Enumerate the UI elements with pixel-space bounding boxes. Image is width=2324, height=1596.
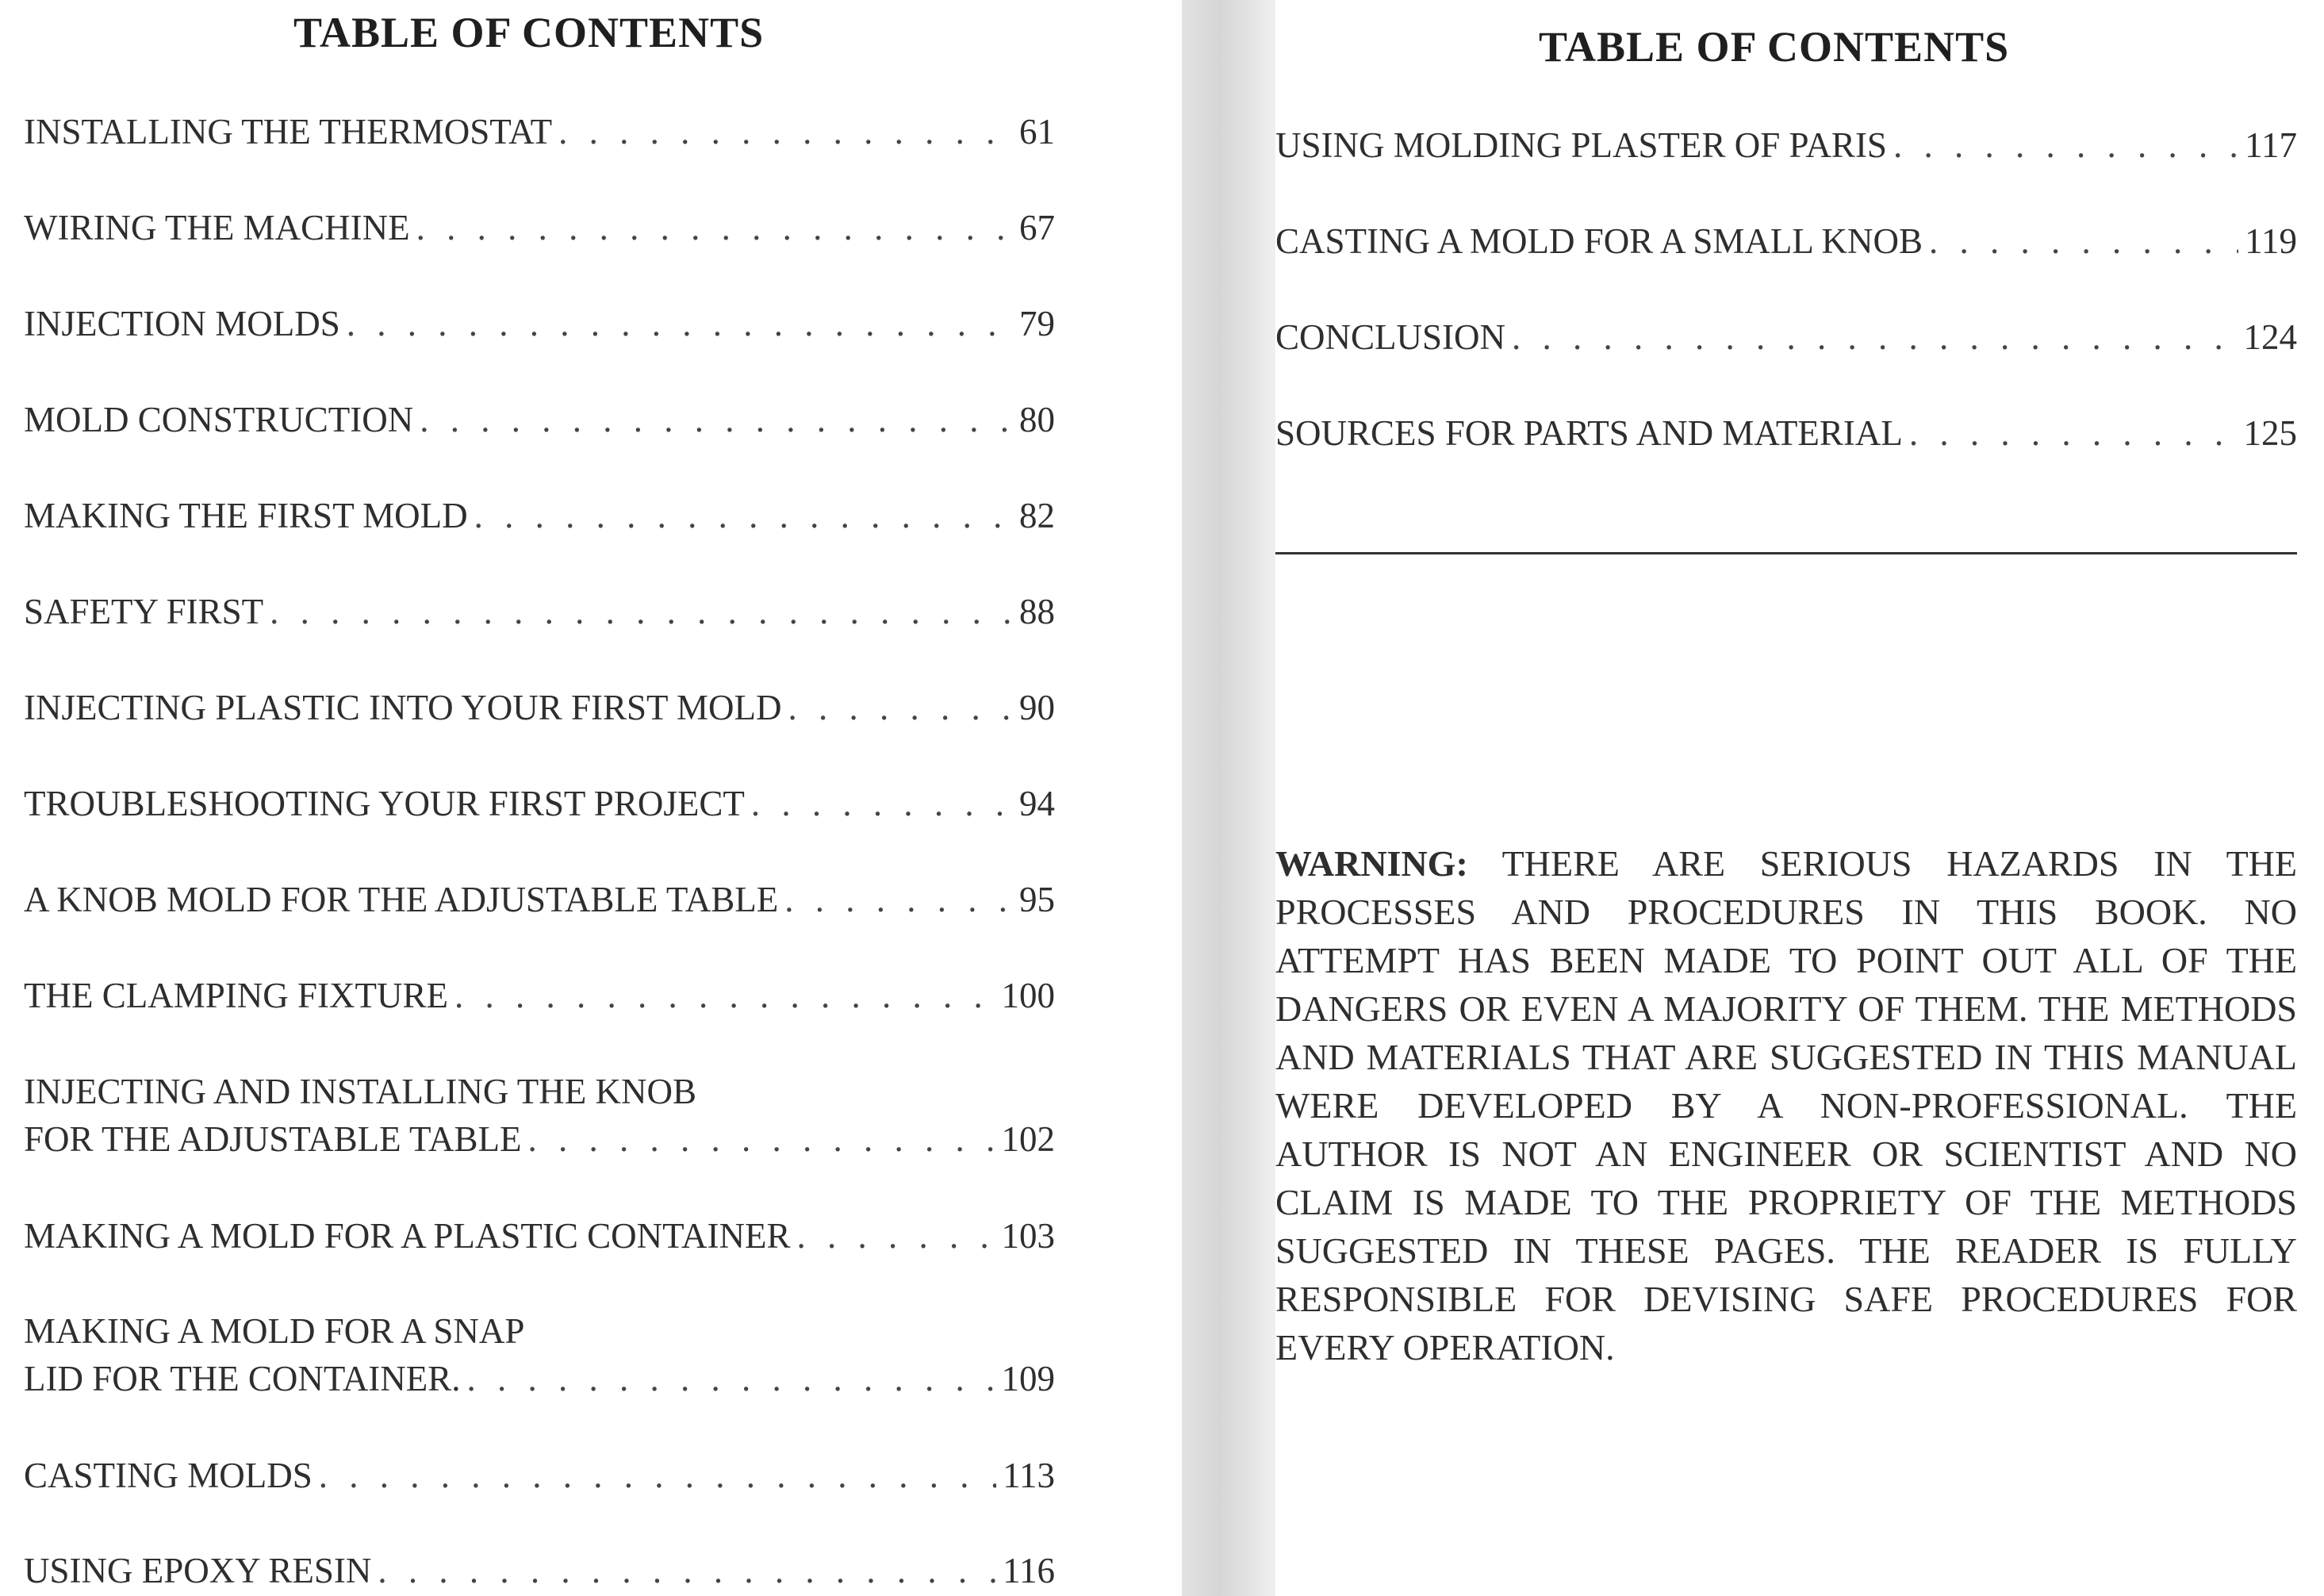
warning-label: WARNING: [1275,843,1468,884]
toc-entry [24,1452,1055,1499]
dot-leader [347,300,1013,347]
dot-leader [474,492,1013,539]
dot-leader [558,108,1013,155]
toc-entry-label: USING EPOXY RESIN [24,1551,372,1590]
toc-page-number: 82 [1019,496,1055,535]
right-page [1275,0,2324,1596]
dot-leader [1929,217,2238,265]
toc-entry [24,396,1055,443]
dot-leader [420,396,1013,443]
dot-leader [270,588,1013,635]
toc-page-number: 100 [1001,976,1055,1015]
dot-leader [454,972,995,1019]
toc-entry [24,780,1055,827]
dot-leader [1893,121,2238,169]
toc-entry-label: SOURCES FOR PARTS AND MATERIAL [1275,413,1903,453]
toc-entry [24,1212,1055,1260]
toc-entry-label-line1: MAKING A MOLD FOR A SNAP [24,1311,525,1351]
toc-entry-label: INJECTING PLASTIC INTO YOUR FIRST MOLD [24,688,782,727]
dot-leader [797,1212,995,1260]
toc-entry-label: THE CLAMPING FIXTURE [24,976,448,1015]
dot-leader [467,1355,995,1402]
toc-page-number: 80 [1019,400,1055,439]
toc-entry-label: MOLD CONSTRUCTION [24,400,414,439]
toc-entry-label: CONCLUSION [1275,317,1506,357]
toc-page-number: 95 [1019,880,1055,919]
toc-entry-label: MAKING THE FIRST MOLD [24,496,468,535]
section-divider [1275,552,2297,554]
toc-page-number: 124 [2243,317,2297,357]
toc-entry [1275,409,2297,457]
toc-entry [24,684,1055,731]
toc-page-number: 119 [2245,221,2297,261]
toc-page-number: 67 [1019,208,1055,247]
toc-entry [24,492,1055,539]
toc-entry-line2 [24,1355,1055,1402]
toc-entry [24,1547,1055,1594]
dot-leader [784,876,1013,923]
page-title: TABLE OF CONTENTS [1539,23,2010,71]
toc-page-number: 103 [1001,1216,1055,1256]
toc-entry-label: INSTALLING THE THERMOSTAT [24,112,553,152]
dot-leader [319,1452,996,1499]
toc-entry-label-line1: INJECTING AND INSTALLING THE KNOB [24,1072,696,1111]
dot-leader [527,1115,995,1163]
toc-page-number: 113 [1003,1456,1055,1495]
book-gutter [1182,0,1275,1596]
toc-entry-label: A KNOB MOLD FOR THE ADJUSTABLE TABLE [24,880,779,919]
toc-page-number: 90 [1019,688,1055,727]
dot-leader [416,204,1013,251]
toc-entry [1275,121,2297,169]
toc-entry [24,300,1055,347]
toc-entry [24,588,1055,635]
toc-entry [24,1068,1055,1163]
toc-entry [24,1307,1055,1402]
warning-notice [1275,839,2297,1372]
toc-entry [1275,313,2297,361]
dot-leader [1512,313,2237,361]
toc-entry-label: SAFETY FIRST [24,592,264,631]
toc-entry [24,876,1055,923]
toc-page-number: 125 [2243,413,2297,453]
toc-entry-line2 [24,1115,1055,1163]
toc-entry-label: CASTING A MOLD FOR A SMALL KNOB [1275,221,1923,261]
dot-leader [788,684,1013,731]
toc-page-number: 94 [1019,784,1055,823]
toc-entry-label: WIRING THE MACHINE [24,208,410,247]
toc-entry-label: MAKING A MOLD FOR A PLASTIC CONTAINER [24,1216,791,1256]
page-title: TABLE OF CONTENTS [293,9,765,56]
toc-entry-label: USING MOLDING PLASTER OF PARIS [1275,125,1887,165]
dot-leader [378,1547,996,1594]
toc-entry-label-line2: LID FOR THE CONTAINER. [24,1359,461,1398]
dot-leader [1909,409,2238,457]
toc-entry-label: CASTING MOLDS [24,1456,313,1495]
toc-entry [24,972,1055,1019]
toc-entry [24,108,1055,155]
toc-page-number: 102 [1001,1119,1055,1159]
toc-page-number: 116 [1003,1551,1055,1590]
toc-entry-label-line2: FOR THE ADJUSTABLE TABLE [24,1119,522,1159]
toc-entry [24,204,1055,251]
dot-leader [751,780,1013,827]
toc-page-number: 109 [1001,1359,1055,1398]
warning-text: THERE ARE SERIOUS HAZARDS IN THE PROCESSES AND PROCEDURES IN THIS BOOK. NO ATTEMPT HAS BEEN MADE TO POINT OUT ALL OF THE DANGERS OR EVEN A MAJORITY OF THEM. THE METHODS AND MATERIALS THAT ARE SUGGESTED IN THIS MANUAL WERE DEVELOPED BY A NON-PROFESSIONAL. THE AUTHOR IS NOT AN ENGINEER OR SCIENTIST AND NO CLAIM IS MADE TO THE PROPRIETY OF THE METHODS SUGGESTED IN THESE PAGES. THE READER IS FULLY RESPONSIBLE FOR DEVISING SAFE PROCEDURES FOR EVERY OPERATION. [1275,843,2297,1368]
toc-entry-label: TROUBLESHOOTING YOUR FIRST PROJECT [24,784,745,823]
toc-entry [1275,217,2297,265]
toc-page-number: 79 [1019,304,1055,343]
toc-entry-label: INJECTION MOLDS [24,304,340,343]
toc-page-number: 61 [1019,112,1055,152]
toc-page-number: 117 [2245,125,2297,165]
toc-page-number: 88 [1019,592,1055,631]
